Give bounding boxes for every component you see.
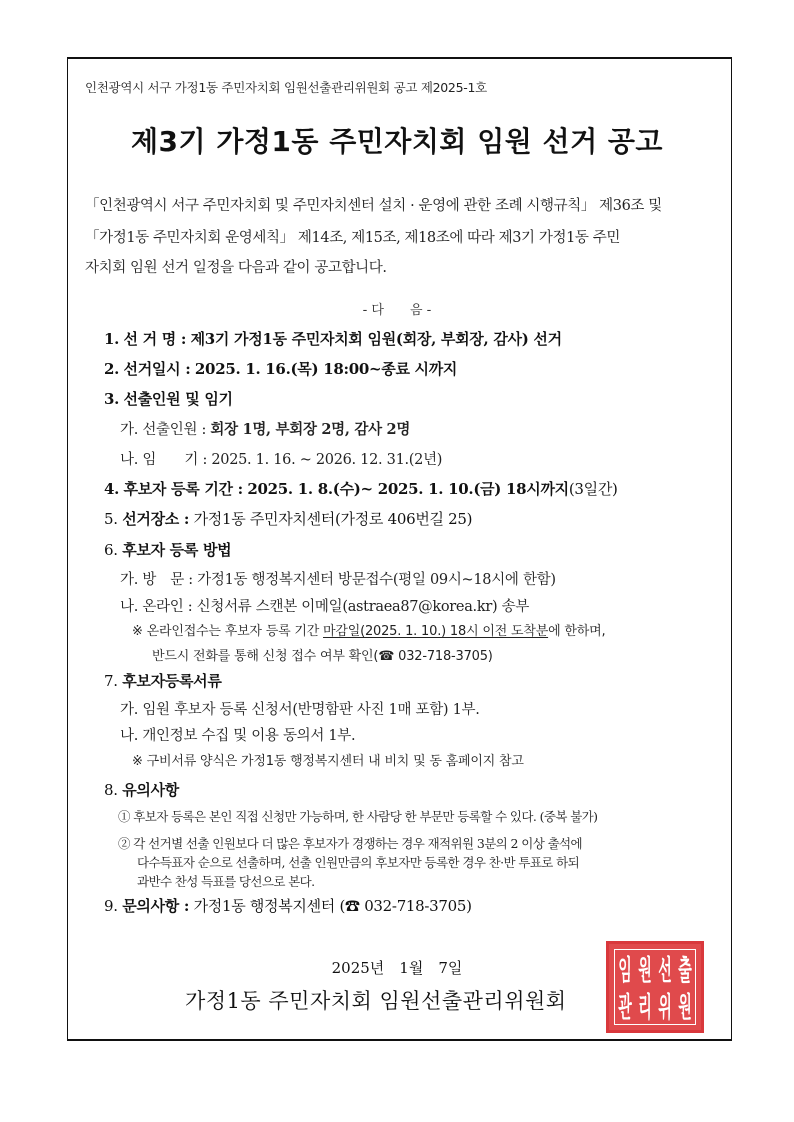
seal-char: 원 [678,991,692,1024]
seal-char: 관 [618,991,632,1024]
section-7: 7. 후보자등록서류 [104,672,222,690]
caution-2-line2: 다수득표자 순으로 선출하며, 선출 인원만큼의 후보자만 등록한 경우 찬·반 투표로 하되 [137,855,580,870]
seal-char: 원 [638,954,652,987]
daum-label: - 다 음 - [362,303,432,318]
caution-2-line3: 과반수 찬성 득표를 당선으로 본다. [137,874,315,889]
section-6-note: ※ 온라인접수는 후보자 등록 기간 마감일(2025. 1. 10.) 18시 이전 도착분에 한하며, [132,624,606,639]
seal-char: 출 [678,954,692,987]
seal-char: 위 [658,991,672,1024]
section-8: 8. 유의사항 [104,781,179,799]
intro-line-1: 「인천광역시 서구 주민자치회 및 주민자치센터 설치 · 운영에 관한 조례 시행규칙」 제36조 및 [85,198,662,214]
section-6-note-line2: 반드시 전화를 통해 신청 접수 여부 확인(☎ 032-718-3705) [152,649,493,664]
section-1: 1. 선 거 명 : 제3기 가정1동 주민자치회 임원(회장, 부회장, 감사) 선거 [104,330,562,348]
section-5: 5. 선거장소 : 가정1동 주민자치센터(가정로 406번길 25) [104,510,473,528]
caution-2: ② 각 선거별 선출 인원보다 더 많은 후보자가 경쟁하는 경우 재적위원 3분의 2 이상 출석에 [118,836,582,851]
section-9: 9. 문의사항 : 가정1동 행정복지센터 (☎ 032-718-3705) [104,897,472,915]
section-6-item-a: 가. 방 문 : 가정1동 행정복지센터 방문접수(평일 09시~18시에 한함) [120,572,556,588]
section-7-item-a: 가. 임원 후보자 등록 신청서(반명함판 사진 1매 포함) 1부. [120,702,480,718]
seal-char: 리 [638,991,652,1024]
section-3-item-a: 가. 선출인원 : 회장 1명, 부회장 2명, 감사 2명 [120,421,411,438]
section-6: 6. 후보자 등록 방법 [104,541,232,559]
seal-char: 선 [658,954,672,987]
notice-number: 인천광역시 서구 가정1동 주민자치회 임원선출관리위원회 공고 제2025-1호 [85,80,487,95]
document-title: 제3기 가정1동 주민자치회 임원 선거 공고 [131,125,663,158]
section-2: 2. 선거일시 : 2025. 1. 16.(목) 18:00~종료 시까지 [104,360,458,378]
section-6-item-b: 나. 온라인 : 신청서류 스캔본 이메일(astraea87@korea.kr) 송부 [120,599,530,615]
section-7-note: ※ 구비서류 양식은 가정1동 행정복지센터 내 비치 및 동 홈페이지 참고 [132,754,524,769]
section-3: 3. 선출인원 및 임기 [104,390,233,408]
section-4: 4. 후보자 등록 기간 : 2025. 1. 8.(수)~ 2025. 1. 10.(금) 18시까지(3일간) [104,480,618,498]
intro-line-2: 「가정1동 주민자치회 운영세칙」 제14조, 제15조, 제18조에 따라 제3기 가정1동 주민 [85,230,620,246]
official-seal-icon [606,941,704,1033]
seal-char: 임 [618,954,632,987]
intro-line-3: 자치회 임원 선거 일정을 다음과 같이 공고합니다. [85,260,387,276]
issue-date: 2025년 1월 7일 [331,959,463,977]
section-3-item-b: 나. 임 기 : 2025. 1. 16. ~ 2026. 12. 31.(2년) [120,452,443,468]
issuing-organization: 가정1동 주민자치회 임원선출관리위원회 [185,989,567,1013]
section-7-item-b: 나. 개인정보 수집 및 이용 동의서 1부. [120,728,356,744]
caution-1: ① 후보자 등록은 본인 직접 신청만 가능하며, 한 사람당 한 부문만 등록할 수 있다. (중복 불가) [118,809,598,824]
